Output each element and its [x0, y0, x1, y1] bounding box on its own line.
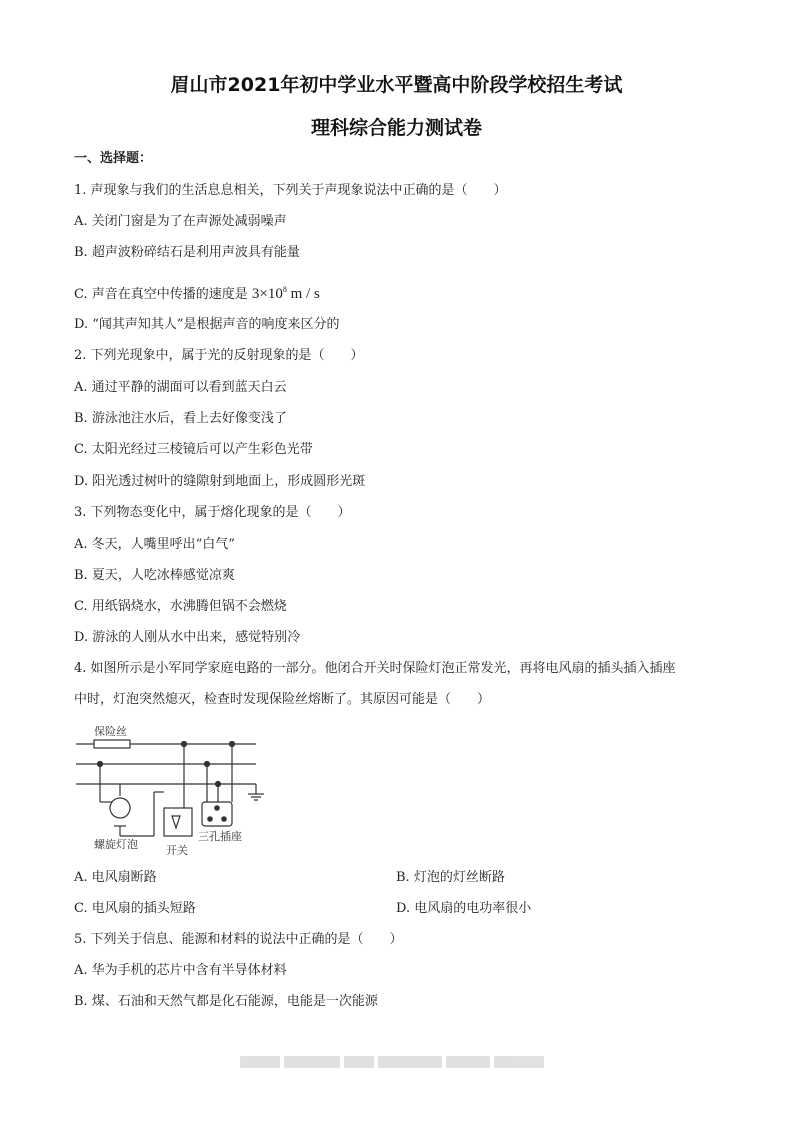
- q1-speed-unit: m / s: [290, 286, 320, 302]
- q2-option-b: B. 游泳池注水后，看上去好像变浅了: [74, 411, 287, 426]
- q1-speed-exponent: 8: [282, 285, 287, 294]
- q5-option-b: B. 煤、石油和天然气都是化石能源，电能是一次能源: [74, 994, 378, 1009]
- exam-title: 眉山市2021年初中学业水平暨高中阶段学校招生考试: [170, 74, 623, 96]
- section-heading: 一、选择题：: [74, 151, 153, 166]
- q1-speed-base: 3×10: [251, 286, 283, 302]
- q5-stem: 5. 下列关于信息、能源和材料的说法中正确的是（ ）: [74, 932, 403, 947]
- q3-option-c: C. 用纸锅烧水，水沸腾但锅不会燃烧: [74, 599, 287, 614]
- q4-stem-line1: 4. 如图所示是小军同学家庭电路的一部分。他闭合开关时保险灯泡正常发光，再将电风扇的插头插入插座: [74, 661, 676, 676]
- exam-subtitle: 理科综合能力测试卷: [310, 117, 482, 139]
- q3-option-d: D. 游泳的人刚从水中出来，感觉特别冷: [74, 630, 301, 645]
- q4-option-b: B. 灯泡的灯丝断路: [396, 870, 505, 885]
- q3-option-b: B. 夏天，人吃冰棒感觉凉爽: [74, 568, 235, 583]
- fuse-label: 保险丝: [94, 725, 127, 738]
- q4-stem-line2: 中时，灯泡突然熄灭，检查时发现保险丝熔断了。其原因可能是（ ）: [74, 692, 491, 707]
- q1-option-a: A. 关闭门窗是为了在声源处减弱噪声: [74, 214, 287, 229]
- q4-option-c: C. 电风扇的插头短路: [74, 901, 196, 916]
- q2-stem: 2. 下列光现象中，属于光的反射现象的是（ ）: [74, 348, 364, 363]
- q4-option-a: A. 电风扇断路: [74, 870, 157, 885]
- blurred-footer-watermark: [240, 1056, 556, 1068]
- q5-option-a: A. 华为手机的芯片中含有半导体材料: [74, 963, 287, 978]
- q1-option-d: D. “闻其声知其人”是根据声音的响度来区分的: [74, 317, 340, 332]
- bulb-icon: [110, 798, 130, 818]
- q2-option-a: A. 通过平静的湖面可以看到蓝天白云: [74, 380, 287, 395]
- fuse-icon: [94, 740, 130, 748]
- q1-option-c: [74, 281, 320, 304]
- socket-label: 三孔插座: [198, 830, 242, 843]
- q2-option-d: D. 阳光透过树叶的缝隙射到地面上，形成圆形光斑: [74, 474, 366, 489]
- q2-option-c: C. 太阳光经过三棱镜后可以产生彩色光带: [74, 442, 313, 457]
- q3-stem: 3. 下列物态变化中，属于熔化现象的是（ ）: [74, 505, 351, 520]
- q1-option-b: B. 超声波粉碎结石是利用声波具有能量: [74, 245, 300, 260]
- q1-option-c-text: C. 声音在真空中传播的速度是: [74, 287, 248, 302]
- switch-label: 开关: [166, 844, 188, 857]
- bulb-label: 螺旋灯泡: [94, 838, 138, 851]
- q4-option-d: D. 电风扇的电功率很小: [396, 901, 532, 916]
- household-circuit-diagram: [74, 722, 274, 858]
- q1-speed-formula: [252, 286, 320, 302]
- q1-stem: 1. 声现象与我们的生活息息相关，下列关于声现象说法中正确的是（ ）: [74, 183, 507, 198]
- q3-option-a: A. 冬天，人嘴里呼出“白气”: [74, 537, 235, 552]
